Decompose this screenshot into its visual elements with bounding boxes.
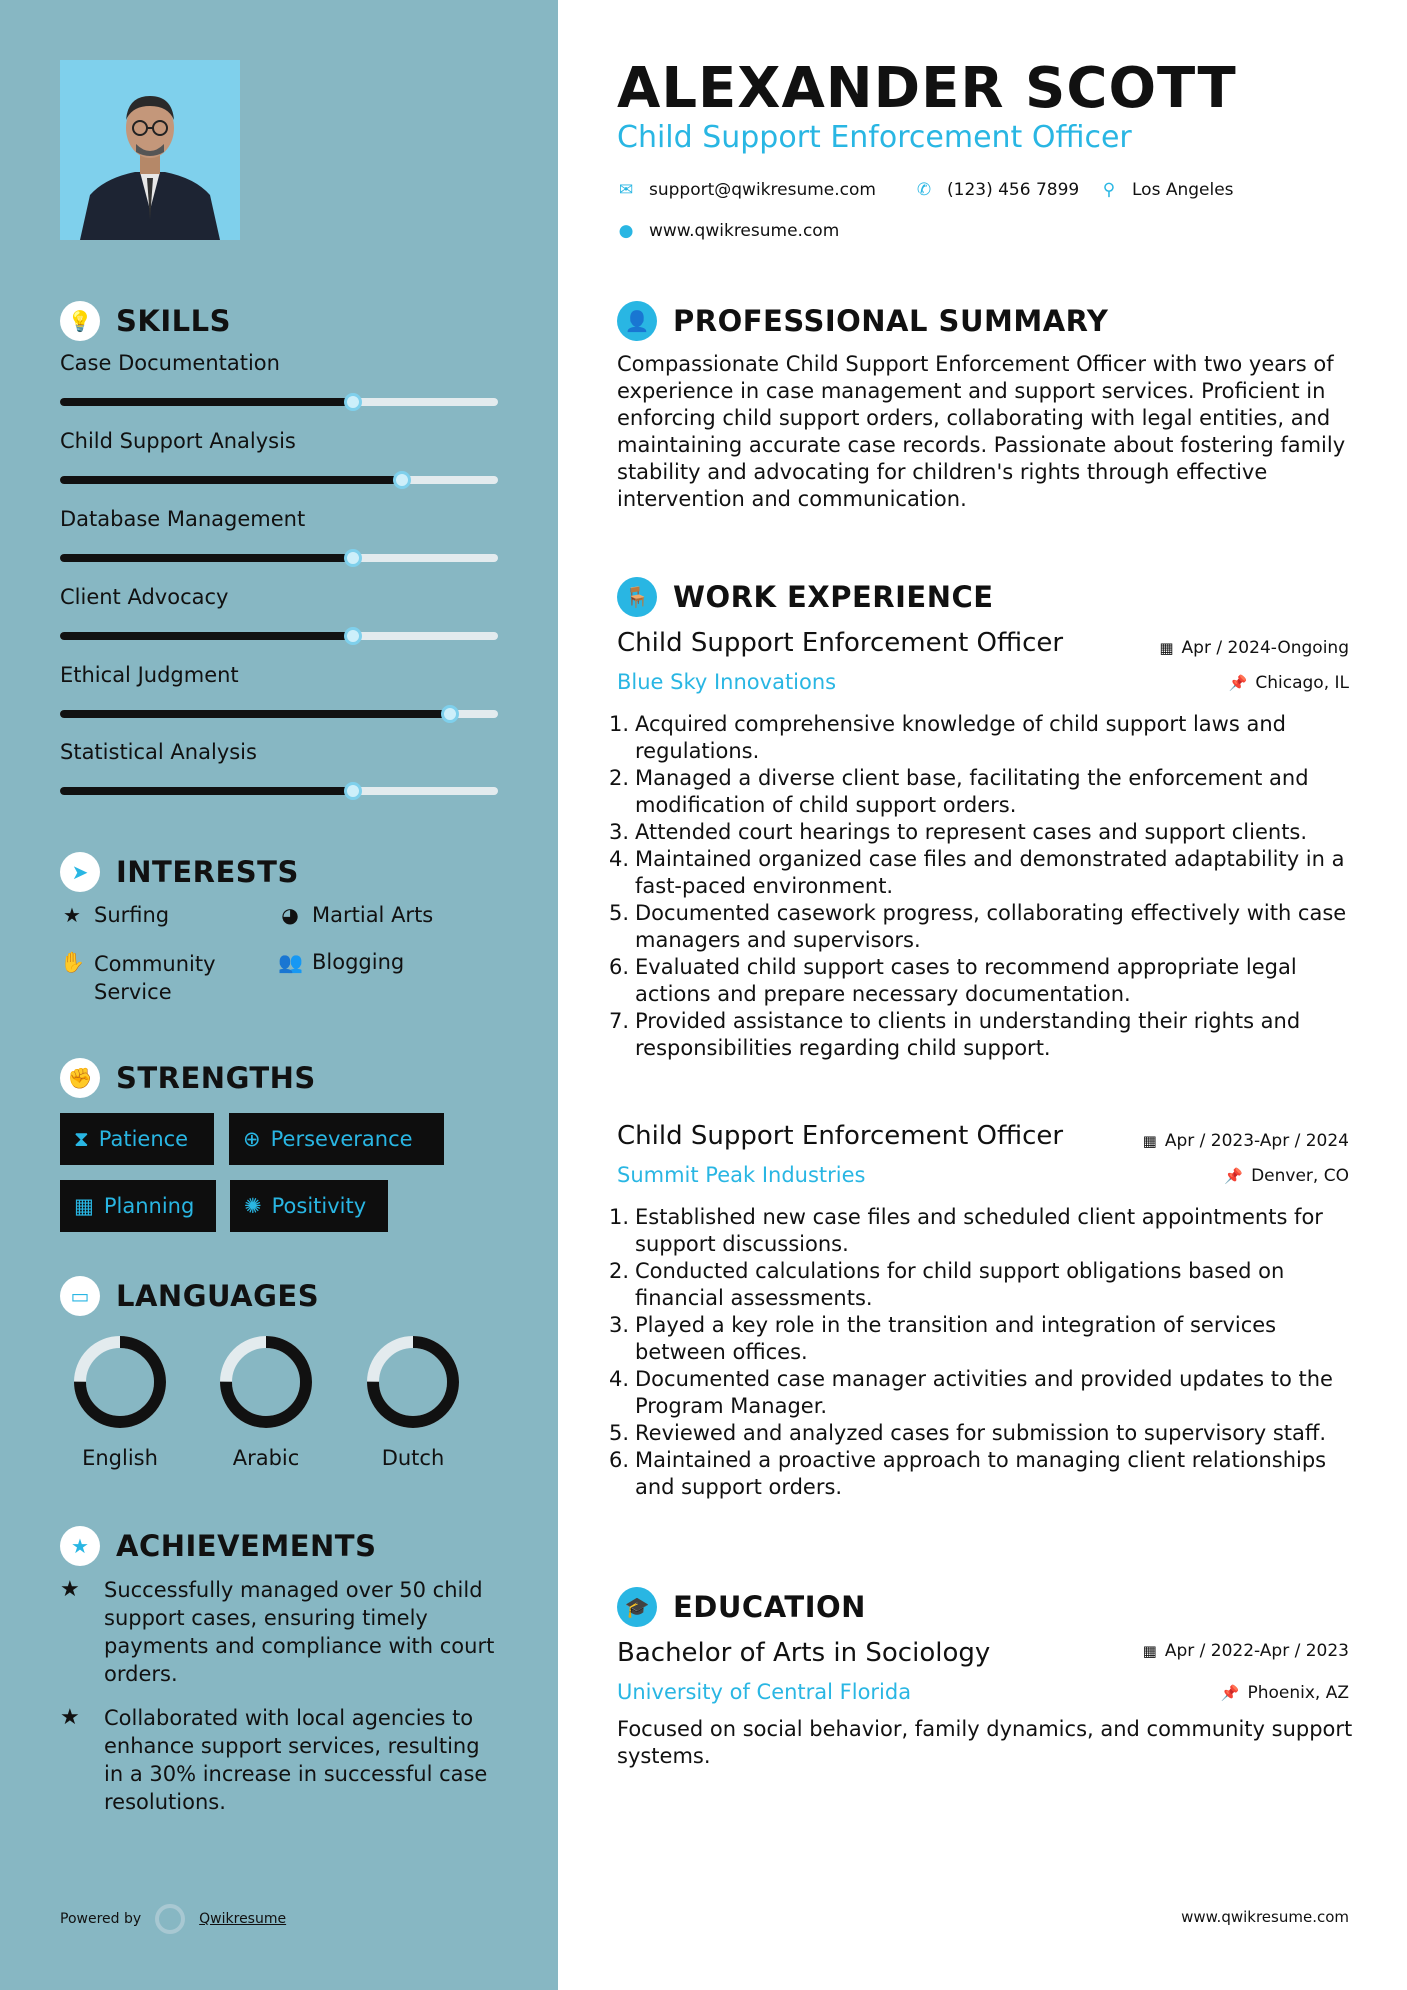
skill-bar — [60, 632, 498, 640]
duty-item: Maintained organized case files and demonstrated adaptability in a fast-paced environment. — [635, 847, 1345, 898]
skill-bar-knob — [344, 627, 362, 645]
star-icon: ★ — [63, 903, 81, 927]
skill-bar-knob — [344, 393, 362, 411]
language-label: Dutch — [381, 1446, 445, 1470]
duty-item: Documented casework progress, collaborating effectively with case managers and supervisors. — [635, 901, 1347, 952]
footer-url[interactable]: www.qwikresume.com — [1181, 1908, 1349, 1926]
star-icon: ★ — [60, 1705, 80, 1730]
skill-bar-fill — [60, 787, 353, 795]
duty-item: Acquired comprehensive knowledge of child support laws and regulations. — [635, 712, 1286, 763]
experience-heading: 🪑 WORK EXPERIENCE — [617, 577, 994, 617]
school-name: University of Central Florida — [617, 1680, 912, 1704]
job-dates: ▦ Apr / 2023-Apr / 2024 — [1142, 1131, 1349, 1151]
graduate-icon: 🎓 — [617, 1587, 657, 1627]
candidate-title: Child Support Enforcement Officer — [617, 120, 1132, 155]
education-dates: ▦ Apr / 2022-Apr / 2023 — [1142, 1641, 1349, 1661]
language-label: Arabic — [232, 1446, 300, 1470]
lightbulb-icon: 💡 — [60, 301, 100, 341]
duty-item: Established new case files and scheduled client appointments for support discussions. — [635, 1205, 1323, 1256]
paper-plane-icon: ➤ — [60, 852, 100, 892]
calendar-icon: ▦ — [74, 1194, 94, 1218]
calendar-icon: ▦ — [1142, 1642, 1157, 1660]
hourglass-icon: ⧗ — [74, 1126, 89, 1151]
skill-label: Case Documentation — [60, 351, 280, 375]
globe-icon: ● — [618, 221, 634, 241]
language-card-icon: ▭ — [60, 1276, 100, 1316]
sun-icon: ✺ — [244, 1194, 262, 1218]
duty-item: Maintained a proactive approach to managing client relationships and support orders. — [635, 1448, 1327, 1499]
qwikresume-logo-icon — [155, 1904, 185, 1934]
education-description: Focused on social behavior, family dynamics, and community support systems. — [617, 1717, 1353, 1768]
skill-bar-fill — [60, 710, 450, 718]
pin-icon: 📌 — [1224, 1167, 1244, 1185]
skill-bar-fill — [60, 554, 353, 562]
skill-item — [60, 585, 498, 609]
language-item — [353, 1332, 473, 1470]
degree-title: Bachelor of Arts in Sociology — [617, 1638, 991, 1668]
duty-item: Evaluated child support cases to recommend appropriate legal actions and prepare necessary documentation. — [635, 955, 1297, 1006]
binoculars-icon: ⊕ — [243, 1127, 261, 1151]
calendar-icon: ▦ — [1159, 639, 1174, 657]
interest-item: ◕ Martial Arts — [278, 903, 433, 927]
skills-heading: 💡 SKILLS — [60, 301, 231, 341]
duty-item: Documented case manager activities and provided updates to the Program Manager. — [635, 1367, 1333, 1418]
skill-item — [60, 740, 498, 764]
summary-text: Compassionate Child Support Enforcement Officer with two years of experience in case management and support services. Proficient in enforcing child support orders, collaborating with legal entities, and maintaining accurate case records. Passionate about fostering family stability and advocating for children's rights through effective intervention and communication. — [617, 352, 1346, 511]
chair-icon: 🪑 — [617, 577, 657, 617]
skill-bar — [60, 398, 498, 406]
map-pin-icon: ⚲ — [1102, 180, 1116, 200]
skill-label: Child Support Analysis — [60, 429, 296, 453]
user-icon: 👤 — [617, 301, 657, 341]
skill-label: Database Management — [60, 507, 306, 531]
skill-label: Client Advocacy — [60, 585, 229, 609]
star-icon: ★ — [60, 1577, 80, 1602]
skill-bar-fill — [60, 632, 353, 640]
sidebar — [0, 0, 558, 1990]
achievements-heading: ★ ACHIEVEMENTS — [60, 1526, 376, 1566]
fist-icon: ✊ — [60, 1058, 100, 1098]
skill-bar-knob — [441, 705, 459, 723]
job-title: Child Support Enforcement Officer — [617, 1121, 1064, 1151]
interests-heading: ➤ INTERESTS — [60, 852, 299, 892]
skill-bar — [60, 787, 498, 795]
pin-icon: 📌 — [1228, 674, 1248, 692]
calendar-icon: ▦ — [1142, 1132, 1157, 1150]
skill-label: Statistical Analysis — [60, 740, 257, 764]
globe-icon: ◕ — [281, 903, 299, 927]
duty-item: Conducted calculations for child support obligations based on financial assessments. — [635, 1259, 1285, 1310]
duty-item: Provided assistance to clients in understanding their rights and responsibilities regarding child support. — [635, 1009, 1301, 1060]
skill-item — [60, 663, 498, 687]
language-item — [206, 1332, 326, 1470]
job-company: Summit Peak Industries — [617, 1163, 866, 1187]
language-item — [60, 1332, 180, 1470]
duty-item: Attended court hearings to represent cases and support clients. — [635, 820, 1308, 844]
duty-item: Reviewed and analyzed cases for submission to supervisory staff. — [635, 1421, 1327, 1445]
contact-phone[interactable]: ✆ (123) 456 7899 — [916, 180, 1080, 200]
achievement-item: ★ Successfully managed over 50 child support cases, ensuring timely payments and compliance with court orders. — [60, 1577, 495, 1686]
achievement-item: ★ Collaborated with local agencies to enhance support services, resulting in a 30% increase in successful case resolutions. — [60, 1705, 488, 1814]
strength-tag: ▦ Planning — [60, 1180, 216, 1232]
language-donut — [70, 1332, 170, 1432]
skill-bar-fill — [60, 398, 353, 406]
job-company: Blue Sky Innovations — [617, 670, 837, 694]
duty-item: Managed a diverse client base, facilitating the enforcement and modification of child support orders. — [635, 766, 1309, 817]
envelope-icon: ✉ — [618, 180, 634, 200]
candidate-name: ALEXANDER SCOTT — [617, 56, 1237, 121]
star-badge-icon: ★ — [60, 1526, 100, 1566]
interest-item: 👥 Blogging — [278, 950, 405, 974]
skill-item — [60, 507, 498, 531]
job-title: Child Support Enforcement Officer — [617, 628, 1064, 658]
job-location: 📌 Denver, CO — [1224, 1166, 1349, 1186]
pin-icon: 📌 — [1220, 1684, 1240, 1702]
skill-bar — [60, 476, 498, 484]
job-duties — [617, 1204, 1357, 1501]
strengths-heading: ✊ STRENGTHS — [60, 1058, 316, 1098]
education-location: 📌 Phoenix, AZ — [1220, 1683, 1349, 1703]
skill-bar-fill — [60, 476, 402, 484]
contact-website[interactable]: ● www.qwikresume.com — [618, 221, 840, 241]
interest-item: ✋ Community Service — [60, 950, 216, 1004]
language-donut — [216, 1332, 316, 1432]
strength-tag: ⧗ Patience — [60, 1113, 214, 1165]
language-label: English — [82, 1446, 158, 1470]
strength-tag: ⊕ Perseverance — [229, 1113, 444, 1165]
skill-bar — [60, 710, 498, 718]
hand-icon: ✋ — [60, 950, 85, 974]
duty-item: Played a key role in the transition and integration of services between offices. — [635, 1313, 1277, 1364]
contact-location: ⚲ Los Angeles — [1100, 180, 1234, 200]
skill-label: Ethical Judgment — [60, 663, 239, 687]
brand-link[interactable]: Qwikresume — [199, 1911, 287, 1927]
summary-heading: 👤 PROFESSIONAL SUMMARY — [617, 301, 1108, 341]
languages-heading: ▭ LANGUAGES — [60, 1276, 319, 1316]
education-heading: 🎓 EDUCATION — [617, 1587, 866, 1627]
job-dates: ▦ Apr / 2024-Ongoing — [1159, 638, 1349, 658]
skill-bar — [60, 554, 498, 562]
skill-bar-knob — [344, 782, 362, 800]
strength-tag: ✺ Positivity — [230, 1180, 388, 1232]
skill-item — [60, 351, 498, 375]
skill-bar-knob — [393, 471, 411, 489]
skill-bar-knob — [344, 549, 362, 567]
skill-item — [60, 429, 498, 453]
phone-icon: ✆ — [916, 180, 932, 200]
powered-by: Powered by Qwikresume — [60, 1904, 286, 1934]
job-location: 📌 Chicago, IL — [1228, 673, 1349, 693]
language-donut — [363, 1332, 463, 1432]
contact-email[interactable]: ✉ support@qwikresume.com — [618, 180, 876, 200]
users-icon: 👥 — [278, 950, 303, 974]
profile-photo — [60, 60, 240, 240]
interest-item: ★ Surfing — [60, 903, 169, 927]
job-duties — [617, 711, 1357, 1062]
